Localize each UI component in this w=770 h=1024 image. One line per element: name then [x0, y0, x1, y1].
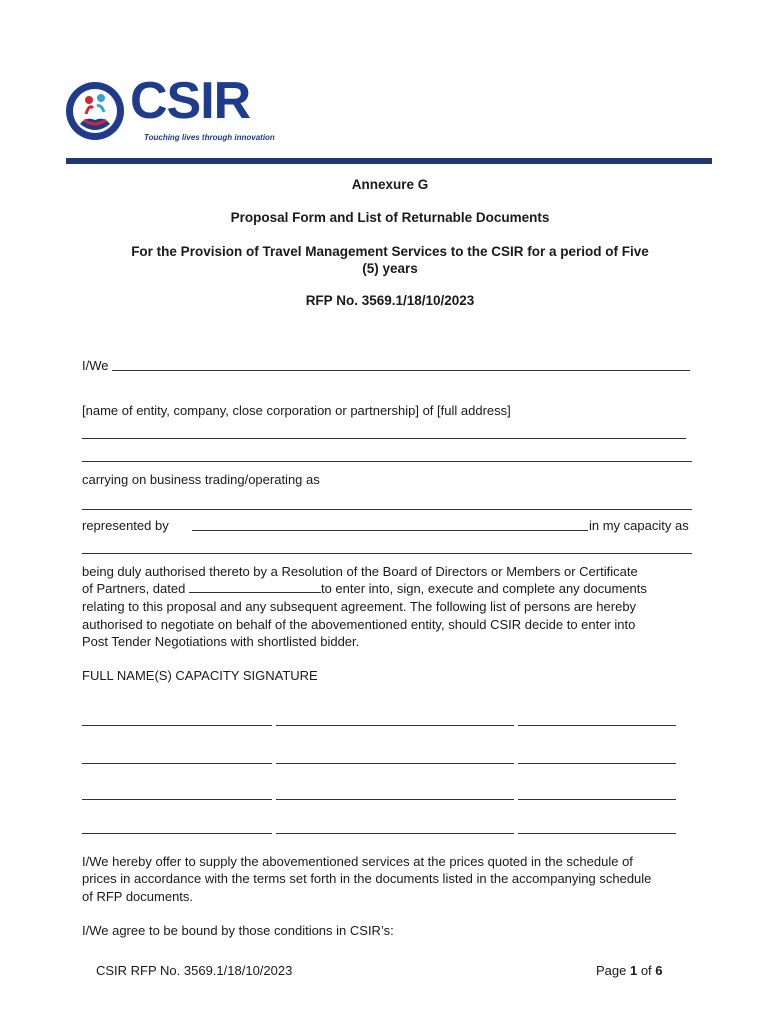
form-title: Proposal Form and List of Returnable Documents — [230, 210, 550, 225]
authorised-line-2b: to enter into, sign, execute and complete any documents — [320, 581, 647, 596]
signature-field-3[interactable] — [518, 799, 676, 800]
full-name-field-2[interactable] — [82, 763, 272, 764]
authorised-line-3: relating to this proposal and any subsequent agreement. The following list of persons are hereby — [82, 599, 637, 614]
agree-line: I/We agree to be bound by those conditions in CSIR’s: — [82, 923, 394, 938]
full-name-field-3[interactable] — [82, 799, 272, 800]
page-total: 6 — [655, 963, 663, 978]
capacity-field-1[interactable] — [276, 725, 514, 726]
offer-line-2: prices in accordance with the terms set forth in the documents listed in the accompanying schedule — [82, 871, 652, 886]
full-name-field-1[interactable] — [82, 725, 272, 726]
rfp-number: RFP No. 3569.1/18/10/2023 — [305, 293, 475, 308]
columns-header: FULL NAME(S) CAPACITY SIGNATURE — [82, 668, 318, 683]
signature-field-1[interactable] — [518, 725, 676, 726]
provision-title-line1: For the Provision of Travel Management Services to the CSIR for a period of Five — [131, 244, 649, 259]
i-we-label: I/We — [82, 358, 109, 373]
signature-field-4[interactable] — [518, 833, 676, 834]
authorised-line-4: authorised to negotiate on behalf of the abovementioned entity, should CSIR decide to enter into — [82, 617, 636, 632]
address-field-2[interactable] — [82, 461, 692, 462]
authorised-line-1: being duly authorised thereto by a Resolution of the Board of Directors or Members or Certificate — [82, 564, 638, 579]
authorised-line-2 — [82, 580, 647, 597]
of-label: of — [637, 963, 656, 978]
represented-by-label: represented by — [82, 518, 169, 533]
representative-field[interactable] — [192, 530, 588, 531]
header-rule — [66, 158, 712, 164]
offer-line-1: I/We hereby offer to supply the abovementioned services at the prices quoted in the schedule of — [82, 854, 633, 869]
capacity-field[interactable] — [82, 553, 692, 554]
csir-emblem-icon — [64, 80, 126, 142]
trading-label: carrying on business trading/operating as — [82, 472, 320, 487]
capacity-label: in my capacity as — [589, 518, 689, 533]
footer-rfp-number: CSIR RFP No. 3569.1/18/10/2023 — [96, 963, 293, 978]
signature-field-2[interactable] — [518, 763, 676, 764]
offer-line-3: of RFP documents. — [82, 889, 194, 904]
resolution-date-field[interactable] — [189, 580, 321, 593]
annexure-title: Annexure G — [351, 177, 429, 192]
entity-label: [name of entity, company, close corporation or partnership] of [full address] — [82, 403, 511, 418]
authorised-line-5: Post Tender Negotiations with shortlisted bidder. — [82, 634, 360, 649]
authorised-line-2a: of Partners, dated — [82, 581, 189, 596]
capacity-field-3[interactable] — [276, 799, 514, 800]
capacity-field-2[interactable] — [276, 763, 514, 764]
logo-tagline: Touching lives through innovation — [144, 133, 275, 142]
logo-wordmark: CSIR — [130, 72, 251, 130]
i-we-field[interactable] — [112, 370, 690, 371]
full-name-field-4[interactable] — [82, 833, 272, 834]
page-current: 1 — [629, 963, 638, 978]
trading-name-field[interactable] — [82, 509, 692, 510]
address-field-1[interactable] — [82, 438, 686, 439]
provision-title-line2: (5) years — [362, 261, 418, 276]
page-label: Page — [596, 963, 630, 978]
footer-page-number — [596, 963, 663, 978]
csir-logo — [64, 72, 284, 146]
capacity-field-4[interactable] — [276, 833, 514, 834]
